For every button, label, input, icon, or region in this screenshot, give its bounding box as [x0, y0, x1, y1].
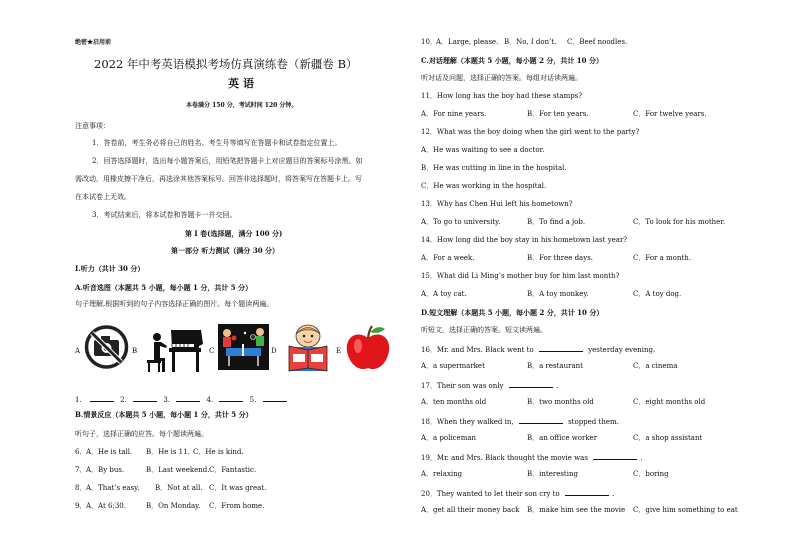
q17-option-a[interactable]: A．ten months old: [421, 398, 487, 406]
q19-tail: .: [640, 454, 643, 462]
q6-option-b[interactable]: B．He is 11.: [146, 448, 190, 456]
q17-blank[interactable]: [509, 380, 553, 388]
q20-blank[interactable]: [565, 488, 609, 496]
q19-stem: [421, 452, 643, 463]
q16-option-c[interactable]: C．a cinema: [633, 362, 678, 370]
blank-num-5: 5.: [249, 396, 257, 404]
section-1-title: I.听力（共计 30 分）: [75, 264, 145, 273]
q12-stem: 12．What was the boy doing when the girl went to the party?: [421, 128, 640, 136]
q13-option-a[interactable]: A．To go to university.: [421, 218, 501, 226]
q11-option-b[interactable]: B．For ten years.: [527, 110, 589, 118]
notice-2: 2．回答选择题时，选出每小题答案后，用铅笔把答题卡上对应题目的答案标号涂黑。如: [92, 157, 363, 165]
q20-text: 20．They wanted to let their son cry to: [421, 490, 560, 498]
blank-num-4: 4.: [206, 396, 214, 404]
q18-option-b[interactable]: B．an office worker: [527, 434, 598, 442]
q18-stem: [421, 416, 619, 427]
table-tennis-icon: [218, 324, 269, 370]
q6-option-a[interactable]: A．He is tall.: [86, 448, 133, 456]
q16-blank[interactable]: [539, 344, 583, 352]
score-note: 本卷满分 150 分，考试时间 120 分钟。: [186, 102, 298, 109]
q8-option-b[interactable]: B．Not at all.: [155, 484, 203, 492]
q17-tail: .: [555, 382, 559, 390]
q9-option-b[interactable]: B．On Monday.: [146, 502, 201, 510]
pic-label-e: E: [336, 347, 342, 355]
secret-mark: 绝密★启用前: [75, 39, 112, 46]
q10-option-b[interactable]: B．No, I don’t.: [504, 38, 557, 46]
q10-number: 10．: [421, 38, 437, 46]
notice-1: 1．答卷前，考生务必将自己的姓名、考生号等填写在答题卡和试卷指定位置上。: [92, 139, 342, 147]
answer-blank-2[interactable]: [133, 394, 157, 402]
q19-option-b[interactable]: B．interesting: [527, 470, 578, 478]
blank-num-3: 3.: [163, 396, 170, 404]
q6-option-c[interactable]: C．He is kind.: [193, 448, 244, 456]
q18-blank[interactable]: [519, 416, 563, 424]
q16-text: 16．Mr. and Mrs. Black went to: [421, 346, 534, 354]
q15-option-a[interactable]: A．A toy cat.: [421, 290, 467, 298]
q20-option-c[interactable]: C．give him something to eat: [633, 506, 738, 514]
section-d-title: D.短文理解（本题共 5 小题，每小题 2 分，共计 10 分）: [421, 308, 604, 317]
piano-player-icon: [141, 324, 207, 374]
q7-option-b[interactable]: B．Last weekend.: [146, 466, 210, 474]
part-1-title: 第一部分 听力测试（满分 30 分）: [171, 246, 280, 255]
q8-option-c[interactable]: C．It was great.: [209, 484, 267, 492]
section-a-instruction: 句子理解,根据听到的句子内容选择正确的图片。每个题读两遍。: [75, 300, 274, 308]
q7-number: 7．: [75, 466, 87, 474]
q13-stem: 13．Why has Chen Hui left his hometown?: [421, 200, 573, 208]
q14-option-a[interactable]: A．For a week.: [421, 254, 475, 262]
q11-stem: 11．How long has the boy had these stamps?: [421, 92, 583, 100]
subject-title: 英语: [228, 77, 258, 90]
volume-1-title: 第 I 卷(选择题，满分 100 分): [185, 229, 283, 238]
q11-option-c[interactable]: C．For twelve years.: [633, 110, 707, 118]
q11-option-a[interactable]: A．For nine years.: [421, 110, 487, 118]
q19-blank[interactable]: [593, 452, 637, 460]
pic-label-a: A: [75, 347, 81, 355]
q13-option-b[interactable]: B．To find a job.: [527, 218, 586, 226]
blank-row: [75, 394, 291, 405]
no-camera-icon: [84, 324, 129, 370]
q16-option-a[interactable]: A．a supermarket: [421, 362, 485, 370]
q18-text: 18．When they walked in,: [421, 418, 514, 426]
q14-option-c[interactable]: C．For a month.: [633, 254, 691, 262]
q10-option-a[interactable]: A．Large, please.: [436, 38, 499, 46]
q7-option-c[interactable]: C．Fantastic.: [209, 466, 257, 474]
q18-option-a[interactable]: A．a policeman: [421, 434, 477, 442]
q7-option-a[interactable]: A．By bus.: [86, 466, 125, 474]
q9-option-a[interactable]: A．At 6:30.: [86, 502, 126, 510]
q17-stem: [421, 380, 558, 391]
q8-number: 8．: [75, 484, 87, 492]
q16-option-b[interactable]: B．a restaurant: [527, 362, 583, 370]
section-c-instruction: 听对话及问题，选择正确的答案。每组对话读两遍。: [421, 74, 582, 82]
q17-text: 17．Their son was only: [421, 382, 504, 390]
pic-label-c: C: [209, 347, 215, 355]
q12-option-c[interactable]: C．He was working in the hospital.: [421, 182, 547, 190]
q20-tail: .: [612, 490, 615, 498]
section-d-instruction: 听短文，选择正确的答案。短文读两遍。: [421, 326, 547, 334]
q17-option-c[interactable]: C．eight months old: [633, 398, 706, 406]
boy-reading-book-icon: [281, 324, 335, 372]
q14-stem: 14．How long did the boy stay in his hometown last year?: [421, 236, 628, 244]
pic-label-d: D: [271, 347, 277, 355]
q19-option-a[interactable]: A．relaxing: [421, 470, 463, 478]
q15-stem: 15．What did Li Ming’s mother buy for him last month?: [421, 272, 620, 280]
apple-icon: [343, 324, 393, 372]
exam-title: 2022 年中考英语模拟考场仿真演练卷（新疆卷 B）: [94, 57, 358, 71]
q15-option-b[interactable]: B．A toy monkey.: [527, 290, 589, 298]
q9-number: 9．: [75, 502, 87, 510]
answer-blank-3[interactable]: [176, 394, 200, 402]
q16-tail: yesterday evening.: [588, 346, 656, 354]
q12-option-b[interactable]: B．He was cutting in line in the hospital.: [421, 164, 567, 172]
q18-tail: stopped them.: [568, 418, 619, 426]
q19-option-c[interactable]: C．boring: [633, 470, 669, 478]
section-c-title: C.对话理解（本题共 5 小题，每小题 2 分，共计 10 分）: [421, 56, 603, 65]
q15-option-c[interactable]: C．A toy dog.: [633, 290, 682, 298]
section-b-instruction: 听句子，选择正确的应答。每个题读两遍。: [75, 430, 208, 438]
q19-text: 19．Mr. and Mrs. Black thought the movie was: [421, 454, 588, 462]
q20-option-a[interactable]: A．get all their money back: [421, 506, 520, 514]
answer-blank-1[interactable]: [90, 394, 114, 402]
q20-option-b[interactable]: B．make him see the movie: [527, 506, 626, 514]
q10-option-c[interactable]: C．Beef noodles.: [567, 38, 628, 46]
q13-option-c[interactable]: C．To look for his mother.: [633, 218, 726, 226]
q12-option-a[interactable]: A．He was waiting to see a doctor.: [421, 146, 545, 154]
notice-heading: 注意事项：: [75, 122, 110, 130]
blank-num-1: 1.: [75, 396, 82, 404]
q14-option-b[interactable]: B．For three days.: [527, 254, 594, 262]
answer-blank-4[interactable]: [219, 394, 243, 402]
q6-number: 6．: [75, 448, 87, 456]
q18-option-c[interactable]: C．a shop assistant: [633, 434, 703, 442]
q9-option-c[interactable]: C．From home.: [209, 502, 265, 510]
q17-option-b[interactable]: B．two months old: [527, 398, 594, 406]
answer-blank-5[interactable]: [263, 394, 287, 402]
notice-2-end: 在本试卷上无效。: [75, 193, 131, 201]
pic-label-b: B: [132, 347, 138, 355]
section-b-title: B.情景反应（本题共 5 小题，每小题 1 分，共计 5 分）: [75, 410, 253, 419]
q16-stem: [421, 344, 655, 355]
notice-2-cont: 需改动，用橡皮擦干净后，再选涂其他答案标号。回答非选择题时，将答案写在答题卡上。写: [75, 175, 362, 183]
section-a-title: A.听音选图（本题共 5 小题，每小题 1 分，共计 5 分）: [75, 283, 253, 292]
q8-option-a[interactable]: A．That’s easy.: [86, 484, 140, 492]
blank-num-2: 2.: [120, 396, 127, 404]
q20-stem: [421, 488, 614, 499]
notice-3: 3．考试结束后，将本试卷和答题卡一并交回。: [92, 211, 237, 219]
